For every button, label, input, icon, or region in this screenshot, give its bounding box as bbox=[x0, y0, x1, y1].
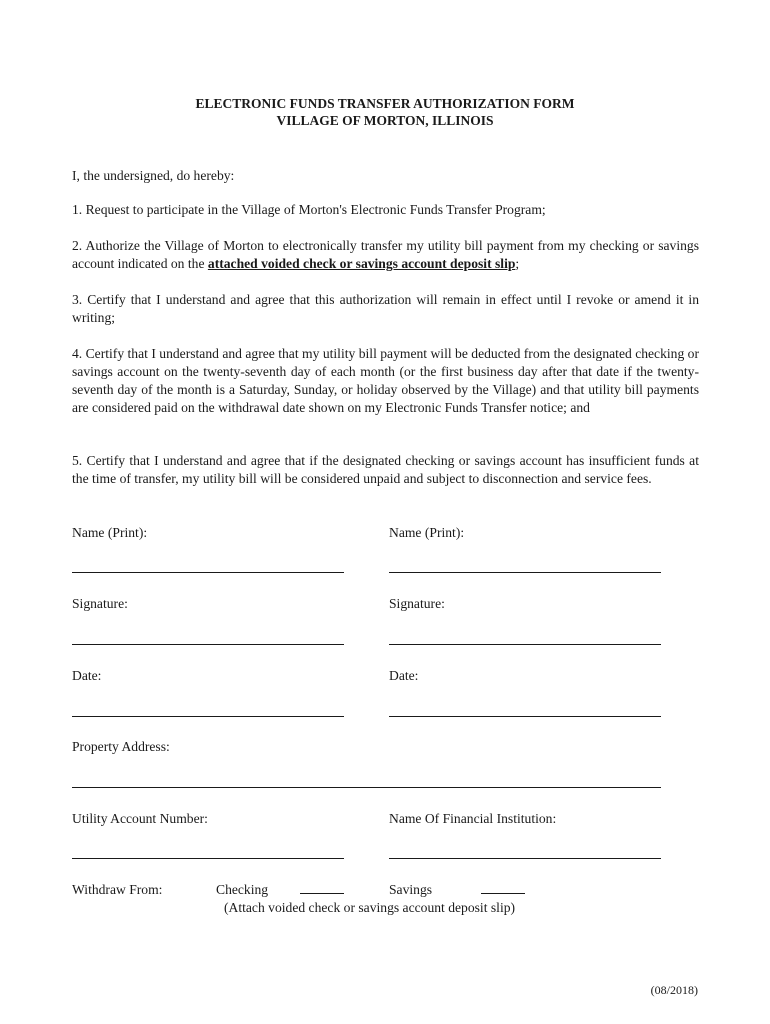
clause-2 bbox=[72, 237, 699, 273]
name-print-label-left: Name (Print): bbox=[72, 525, 148, 540]
clause-5: 5. Certify that I understand and agree that if the designated checking or savings account has insufficient funds at the time of transfer, my utility bill will be considered unpaid and subject to disconnection and service fees. bbox=[72, 453, 699, 486]
clause-2-emphasis: attached voided check or savings account deposit slip bbox=[207, 256, 516, 271]
clause-1: 1. Request to participate in the Village of Morton's Electronic Funds Transfer Program; bbox=[72, 202, 546, 217]
signature-label-right: Signature: bbox=[389, 596, 445, 611]
form-subtitle: VILLAGE OF MORTON, ILLINOIS bbox=[276, 113, 494, 128]
date-line-left[interactable] bbox=[72, 716, 344, 717]
savings-blank[interactable] bbox=[481, 893, 525, 894]
signature-line-right[interactable] bbox=[389, 644, 661, 645]
date-label-left: Date: bbox=[72, 668, 102, 683]
clause-2-text: 2. Authorize the Village of Morton to electronically transfer my utility bill payment from my checking or savings account indicated on the bbox=[72, 238, 699, 271]
signature-line-left[interactable] bbox=[72, 644, 344, 645]
clause-3: 3. Certify that I understand and agree that this authorization will remain in effect until I revoke or amend it in writing; bbox=[72, 292, 699, 325]
savings-label: Savings bbox=[389, 882, 433, 897]
name-print-label-right: Name (Print): bbox=[389, 525, 465, 540]
date-label-right: Date: bbox=[389, 668, 419, 683]
name-print-line-left[interactable] bbox=[72, 572, 344, 573]
clause-2-end: ; bbox=[515, 256, 520, 271]
checking-blank[interactable] bbox=[300, 893, 344, 894]
utility-account-number-line[interactable] bbox=[72, 858, 344, 859]
property-address-label: Property Address: bbox=[72, 739, 170, 754]
attach-note: (Attach voided check or savings account deposit slip) bbox=[224, 900, 516, 915]
name-print-line-right[interactable] bbox=[389, 572, 661, 573]
signature-label-left: Signature: bbox=[72, 596, 128, 611]
utility-account-number-label: Utility Account Number: bbox=[72, 811, 208, 826]
form-title: ELECTRONIC FUNDS TRANSFER AUTHORIZATION FORM bbox=[195, 96, 575, 111]
clause-4: 4. Certify that I understand and agree that my utility bill payment will be deducted from the designated checking or savings account on the twenty-seventh day of each month (or the first business day after that date if the twenty-seventh day of the month is a Saturday, Sunday, or holiday observed by the Village) and that utility bill payments are considered paid on the withdrawal date shown on my Electronic Funds Transfer notice; and bbox=[72, 346, 699, 415]
property-address-line[interactable] bbox=[72, 787, 661, 788]
intro-text: I, the undersigned, do hereby: bbox=[72, 168, 235, 183]
financial-institution-line[interactable] bbox=[389, 858, 661, 859]
checking-label: Checking bbox=[216, 882, 269, 897]
withdraw-from-label: Withdraw From: bbox=[72, 882, 163, 897]
revision-date: (08/2018) bbox=[650, 983, 698, 997]
financial-institution-label: Name Of Financial Institution: bbox=[389, 811, 557, 826]
date-line-right[interactable] bbox=[389, 716, 661, 717]
